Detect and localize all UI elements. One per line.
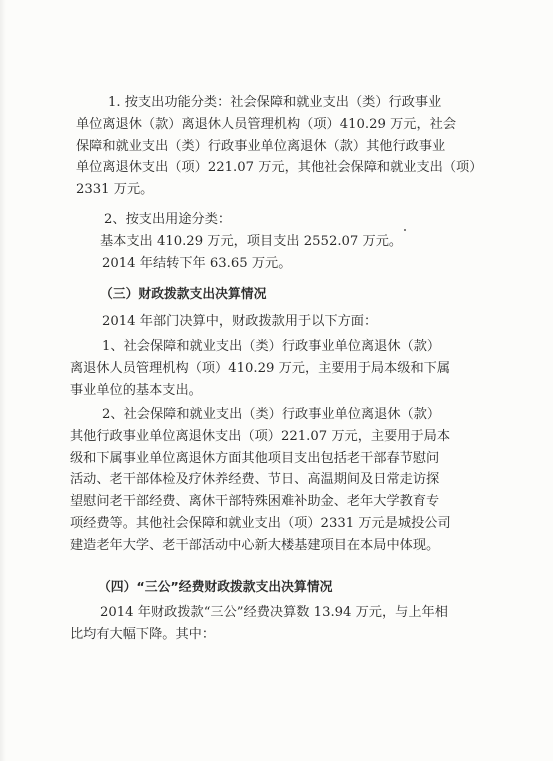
text-line: 1、社会保障和就业支出（类）行政事业单位离退休（款） [102, 339, 441, 354]
text-line: 单位离退休支出（项）221.07 万元，其他社会保障和就业支出（项） [76, 160, 483, 176]
text-line: 1. 按支出功能分类：社会保障和就业支出（类）行政事业 [108, 95, 442, 110]
text-line: 基本支出 410.29 万元，项目支出 2552.07 万元。 [100, 233, 403, 249]
text-line: 2014 年部门决算中，财政拨款用于以下方面： [102, 314, 378, 329]
paragraph-usage-classification [0, 209, 553, 274]
text-line: 单位离退休（款）离退休人员管理机构（项）410.29 万元，社会 [76, 116, 457, 132]
paragraph-three-public-expenses [0, 602, 553, 646]
text-line: 离退休人员管理机构（项）410.29 万元，主要用于局本级和下属 [70, 360, 451, 376]
text-line: 2、社会保障和就业支出（类）行政事业单位离退休（款） [102, 407, 441, 422]
paragraph-item-2 [0, 404, 553, 557]
section-heading-3: （三）财政拨款支出决算情况 [100, 287, 267, 302]
paragraph-item-1 [0, 336, 553, 401]
text-line: 保障和就业支出（类）行政事业单位离退休（款）其他行政事业 [76, 138, 446, 154]
text-line: 比均有大幅下降。其中： [70, 626, 216, 642]
text-line: 事业单位的基本支出。 [70, 382, 202, 398]
text-line: 2014 年结转下年 63.65 万元。 [102, 255, 292, 271]
paragraph-function-classification [0, 92, 553, 201]
scan-speck [404, 229, 406, 231]
section-heading-4: （四）“三公”经费财政拨款支出决算情况 [98, 580, 333, 595]
text-line: 其他行政事业单位离退休支出（项）221.07 万元，主要用于局本 [70, 428, 451, 444]
paragraph-appropriation-intro [0, 311, 553, 333]
text-line: 建造老年大学、老干部活动中心新大楼基建项目在本局中体现。 [70, 537, 440, 553]
text-line: 活动、老干部体检及疗休养经费、节日、高温期间及日常走访探 [70, 472, 440, 488]
text-line: 级和下属事业单位离退休方面其他项目支出包括老干部春节慰问 [70, 450, 440, 466]
text-line: 2014 年财政拨款“三公”经费决算数 13.94 万元，与上年相 [100, 605, 448, 620]
text-line: 2331 万元。 [76, 182, 154, 198]
text-line: 2、按支出用途分类： [104, 212, 232, 227]
text-line: 项经费等。其他社会保障和就业支出（项）2331 万元是城投公司 [70, 515, 451, 531]
text-line: 望慰问老干部经费、离休干部特殊困难补助金、老年大学教育专 [70, 494, 440, 510]
